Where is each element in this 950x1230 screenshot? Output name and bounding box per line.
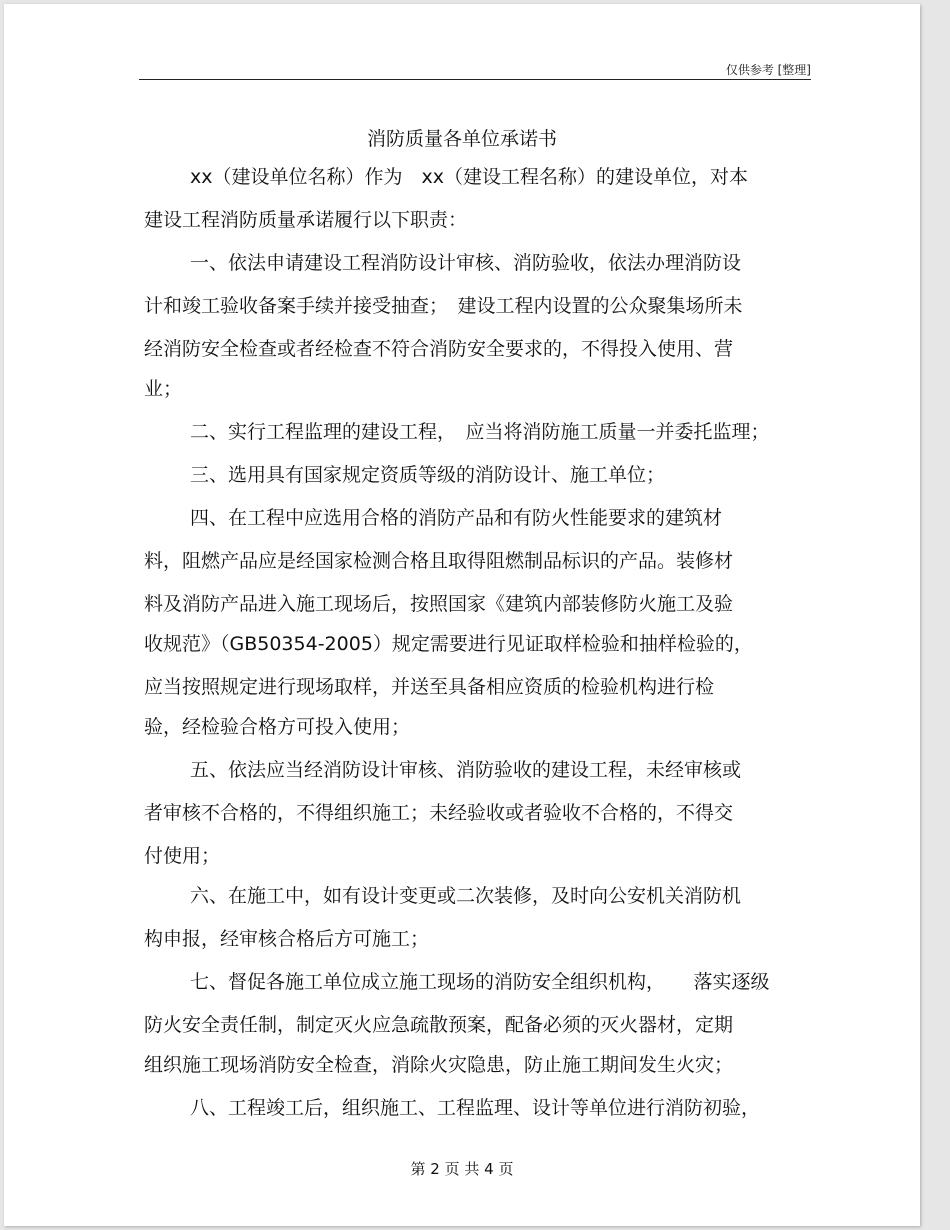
header-note: 仅供参考 [整理]: [725, 63, 811, 77]
text-line: 料及消防产品进入施工现场后，按照国家《建筑内部装修防火施工及验: [144, 593, 734, 615]
header-rule: [139, 79, 811, 80]
text-line: 防火安全责任制，制定灭火应急疏散预案，配备必须的灭火器材，定期: [144, 1014, 734, 1036]
text-line: 收规范》（GB50354-2005）规定需要进行见证取样检验和抽样检验的，: [144, 633, 753, 655]
page-number: 第 2 页 共 4 页: [410, 1160, 514, 1178]
text-line: 业；: [144, 378, 183, 400]
text-line: 四、在工程中应选用合格的消防产品和有防火性能要求的建筑材: [190, 507, 723, 529]
document-title: 消防质量各单位承诺书: [366, 128, 557, 150]
text-line: 三、选用具有国家规定资质等级的消防设计、施工单位；: [190, 464, 666, 486]
text-line: 组织施工现场消防安全检查，消除火灾隐患，防止施工期间发生火灾；: [144, 1054, 734, 1076]
text-line: 六、在施工中，如有设计变更或二次装修，及时向公安机关消防机: [190, 885, 742, 907]
text-line: 应当按照规定进行现场取样，并送至具备相应资质的检验机构进行检: [144, 676, 715, 698]
text-line: xx（建设单位名称）作为 xx（建设工程名称）的建设单位，对本: [190, 166, 748, 188]
text-line: 者审核不合格的，不得组织施工；未经验收或者验收不合格的，不得交: [144, 802, 734, 824]
text-line: 付使用；: [144, 845, 221, 867]
text-line: 二、实行工程监理的建设工程， 应当将消防施工质量一并委托监理；: [190, 421, 770, 443]
text-line: 构申报，经审核合格后方可施工；: [144, 928, 430, 950]
text-line: 一、依法申请建设工程消防设计审核、消防验收，依法办理消防设: [190, 252, 742, 274]
text-line: 验，经检验合格方可投入使用；: [144, 716, 411, 738]
text-line: 七、督促各施工单位成立施工现场的消防安全组织机构， 落实逐级: [190, 971, 770, 993]
text-line: 五、依法应当经消防设计审核、消防验收的建设工程，未经审核或: [190, 759, 742, 781]
text-line: 八、工程竣工后，组织施工、工程监理、设计等单位进行消防初验，: [190, 1097, 761, 1119]
text-line: 经消防安全检查或者经检查不符合消防安全要求的，不得投入使用、营: [144, 338, 734, 360]
document-page: [4, 4, 920, 1226]
text-line: 建设工程消防质量承诺履行以下职责：: [144, 209, 468, 231]
text-line: 料，阻燃产品应是经国家检测合格且取得阻燃制品标识的产品。装修材: [144, 550, 734, 572]
text-line: 计和竣工验收备案手续并接受抽查； 建设工程内设置的公众聚集场所未: [144, 295, 743, 317]
